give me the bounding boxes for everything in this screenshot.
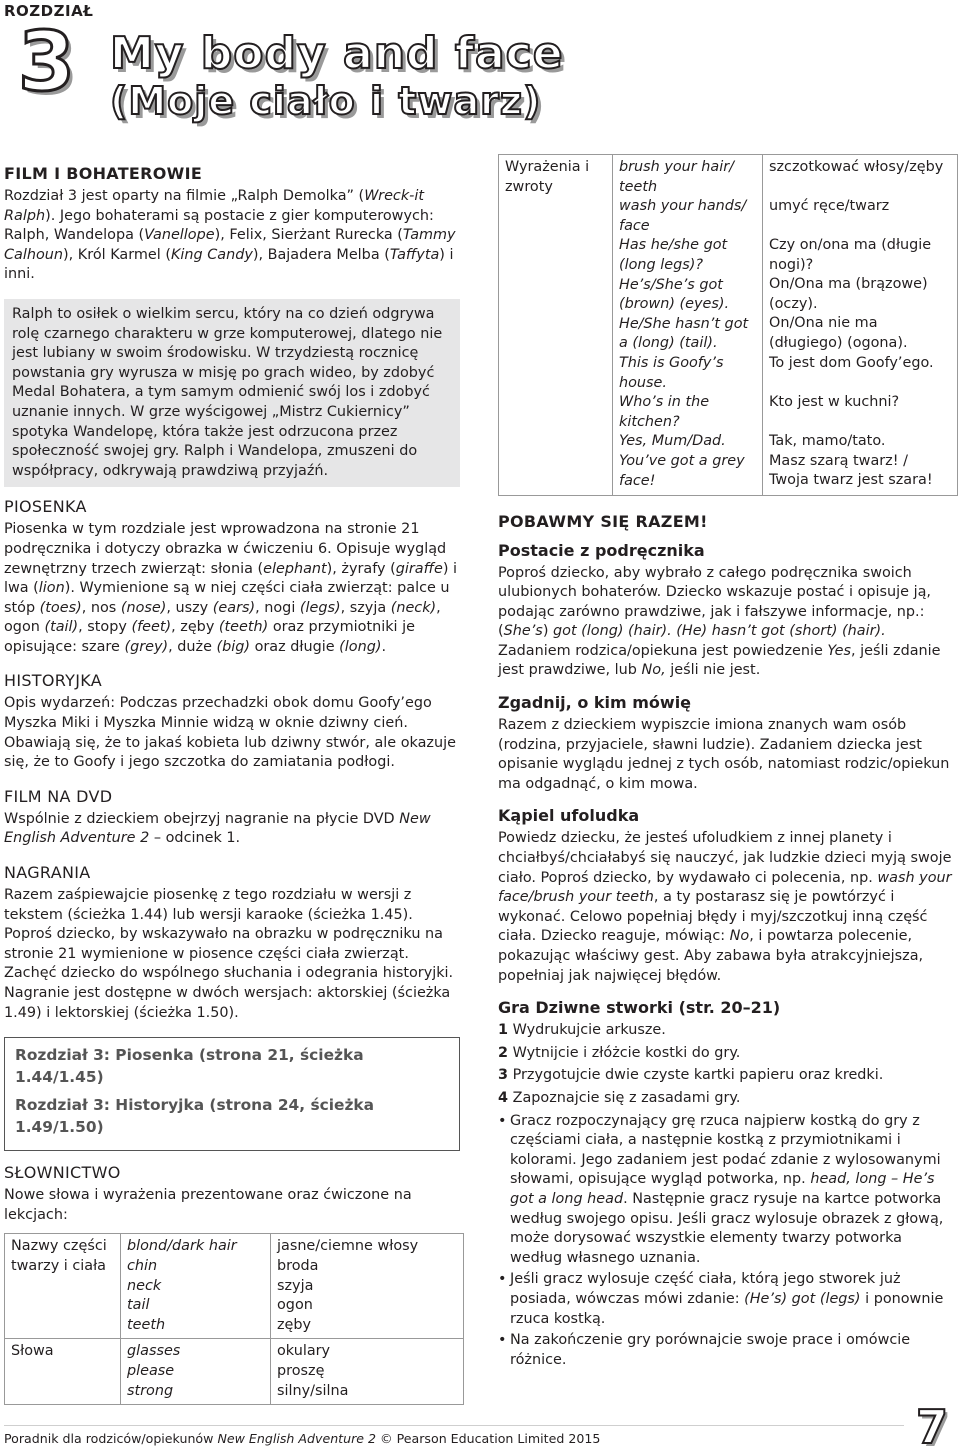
vocab-word: broda	[277, 1257, 319, 1274]
list-item: 1 Wydrukujcie arkusze.	[498, 1022, 666, 1039]
table-row	[5, 1339, 464, 1405]
vocab-word: zęby	[277, 1316, 312, 1333]
expressions-table	[498, 154, 958, 496]
vocab-word: glasses	[127, 1343, 181, 1360]
list-item: 2 Wytnijcie i złóżcie kostki do gry.	[498, 1044, 741, 1061]
expression-en: Has he/she got (long legs)?	[619, 237, 728, 273]
film-heading: FILM I BOHATEROWIE	[4, 164, 203, 183]
slownictwo-intro: Nowe słowa i wyrażenia prezentowane oraz ćwiczone na lekcjach:	[4, 1187, 412, 1223]
list-item: • Jeśli gracz wylosuje część ciała, którą jego stworek już posiada, wówczas mówi zdanie: (He’s) got (legs) i ponownie rzuca kostką.	[498, 1270, 958, 1329]
recording-story-line: Rozdział 3: Historyjka (strona 24, ścieżka 1.49/1.50)	[15, 1096, 375, 1137]
expression-en: You’ve got a grey face!	[619, 453, 745, 489]
expressions-pl	[763, 155, 958, 496]
game-steps-list	[498, 1021, 958, 1108]
page-number: 7	[915, 1400, 948, 1450]
vocab-word: okulary	[277, 1343, 331, 1360]
expression-en: Who’s in the kitchen?	[619, 394, 710, 430]
expressions-en	[613, 155, 763, 496]
chapter-label: ROZDZIAŁ	[4, 2, 94, 20]
vocab-pl-list	[271, 1339, 464, 1405]
chapter-number: 3	[18, 15, 76, 110]
vocab-word: chin	[127, 1257, 158, 1274]
vocab-word: please	[127, 1362, 175, 1379]
piosenka-text: Piosenka w tym rozdziale jest wprowadzona na stronie 21 podręcznika i dotyczy obrazka w ćwiczeniu 6. Opisuje wygląd zewnętrzny trzech zwierząt: słonia (elephant), żyrafy (giraffe) i lwa (lion). Wymienione są w niej części ciała zwierząt: palce u stóp (toes), nos (nose), uszy (ears), nogi (legs), szyja (neck), ogon (tail), stopy (feet), zęby (teeth) oraz przymiotniki je opisujące: szare (grey), duże (big) oraz długie (long).	[4, 521, 458, 655]
piosenka-heading: PIOSENKA	[4, 497, 87, 517]
list-item: • Gracz rozpoczynający grę rzuca najpierw kostką do gry z częściami ciała, a następnie kostką z przymiotnikami i kolorami. Jego zadaniem jest podać zdanie z wylosowanymi słowami, opisujące wygląd potworka, np. head, long – He’s got a long head. Następnie gracz rysuje na kartce potworka według swojego opisu. Jeśli gracz wylosuje obrazek z głową, może dorysować wszystkie elementy twarzy potworka według własnego uznania.	[498, 1112, 958, 1269]
chapter-title-pl: (Moje ciało i twarz)	[110, 79, 542, 123]
table-row	[499, 155, 958, 496]
vocab-word: szyja	[277, 1277, 314, 1294]
film-intro: Rozdział 3 jest oparty na filmie „Ralph Demolka” (Wreck-it Ralph). Jego bohaterami są postacie z gier komputerowych: Ralph, Wandelopa (Vanellope), Felix, Sierżant Rurecka (Tammy Calhoun), Król Karmel (King Candy), Bajadera Melba (Taffyta) i inni.	[4, 188, 456, 283]
expression-pl: Tak, mamo/tato.	[769, 432, 886, 449]
pobawmy-heading: POBAWMY SIĘ RAZEM!	[498, 511, 708, 531]
vocab-en-list	[121, 1234, 271, 1339]
slownictwo-heading: SŁOWNICTWO	[4, 1163, 121, 1183]
vocab-pl-list	[271, 1234, 464, 1339]
zgadnij-text: Razem z dzieckiem wypiszcie imiona znanych wam osób (rodzina, przyjaciele, sławni ludzie). Zadaniem dziecka jest opisanie wyglądu jednej z tych osób, natomiast rodzic/opiekun ma odgadnąć, o kim mowa.	[498, 717, 950, 792]
right-column	[498, 154, 958, 1372]
vocab-word: silny/silna	[277, 1382, 349, 1399]
left-column	[4, 154, 460, 1405]
expression-pl: Kto jest w kuchni?	[769, 393, 900, 410]
game-rules-list	[498, 1112, 958, 1371]
vocab-en-list	[121, 1339, 271, 1405]
vocab-word: blond/dark hair	[127, 1238, 237, 1255]
recordings-box	[4, 1037, 460, 1151]
list-item: • Na zakończenie gry porównajcie swoje prace i omówcie różnice.	[498, 1331, 958, 1370]
table-row	[5, 1234, 464, 1339]
vocab-word: ogon	[277, 1297, 313, 1314]
historyjka-heading: HISTORYJKA	[4, 671, 103, 691]
expression-pl: Masz szarą twarz! / Twoja twarz jest szara!	[769, 452, 933, 489]
expression-en: brush your hair/ teeth	[619, 159, 734, 195]
nagrania-text: Razem zaśpiewajcie piosenkę z tego rozdziału w wersji z tekstem (ścieżka 1.44) lub wersji karaoke (ścieżka 1.45). Poproś dziecko, by wskazywało na obrazku w podręczniku na stronie 21 wymienione w piosence części ciała zwierząt. Zachęć dziecko do wspólnego słuchania i odegrania historyjki. Nagranie jest dostępne w dwóch wersjach: aktorskiej (ścieżka 1.49) i lektorskiej (ścieżka 1.50).	[4, 887, 454, 1021]
footer-divider	[4, 1425, 904, 1426]
list-item: 4 Zapoznajcie się z zasadami gry.	[498, 1089, 741, 1106]
expression-pl: On/Ona nie ma (długiego) (ogona).	[769, 315, 908, 351]
expression-en: This is Goofy’s house.	[619, 354, 724, 391]
expression-en: wash your hands/ face	[619, 198, 747, 234]
expression-pl: szczotkować włosy/zęby	[769, 159, 944, 175]
vocab-word: jasne/ciemne włosy	[277, 1238, 419, 1255]
expressions-label: Wyrażenia i zwroty	[499, 155, 613, 496]
dvd-heading: FILM NA DVD	[4, 786, 113, 806]
nagrania-heading: NAGRANIA	[4, 863, 91, 883]
postacie-text: Poproś dziecko, aby wybrało z całego podręcznika swoich ulubionych bohaterów. Dziecko wskazuje postać i opisuje ją, podając zarówno prawdziwe, jak i fałszywe informacje, np.: (She’s) got (long) (hair). (He) hasn’t got (short) (hair). Zadaniem rodzica/opiekuna jest powiedzenie Yes, jeśli zdanie jest prawdziwe, lub No, jeśli nie jest.	[498, 564, 941, 679]
vocab-category: Nazwy części twarzy i ciała	[5, 1234, 121, 1339]
vocab-word: tail	[127, 1297, 150, 1314]
vocabulary-table	[4, 1233, 464, 1405]
expression-pl: Czy on/ona ma (długie nogi)?	[769, 237, 932, 273]
expression-pl: umyć ręce/twarz	[769, 198, 890, 214]
recording-song-line: Rozdział 3: Piosenka (strona 21, ścieżka 1.44/1.45)	[15, 1046, 364, 1087]
vocab-word: strong	[127, 1382, 174, 1399]
expression-en: He/She hasn’t got a (long) (tail).	[619, 315, 749, 352]
story-summary-box: Ralph to osiłek o wielkim sercu, który na co dzień odgrywa rolę czarnego charakteru w grze komputerowej, dlatego nie jest lubiany w swoim środowisku. W trzydziestą rocznicę powstania gry wyrusza w misję po grach wideo, by zdobyć Medal Bohatera, a tym samym odmienić swój los i zdobyć uznanie innych. W grze wyścigowej „Mistrz Cukiernicy” spotyka Wandelopę, która także jest odrzucona przez społeczność swojej gry. Ralph i Wandelopa, zmuszeni do współpracy, odkrywają prawdziwą przyjaźń.	[4, 299, 460, 487]
dvd-text: Wspólnie z dzieckiem obejrzyj nagranie na płycie DVD New English Adventure 2 – odcinek 1.	[4, 810, 431, 847]
expression-pl: To jest dom Goofy’ego.	[769, 354, 934, 371]
kapiel-title: Kąpiel ufoludka	[498, 806, 640, 826]
list-item: 3 Przygotujcie dwie czyste kartki papieru oraz kredki.	[498, 1067, 884, 1084]
vocab-word: neck	[127, 1277, 162, 1294]
historyjka-text: Opis wydarzeń: Podczas przechadzki obok domu Goofy’ego Myszka Miki i Myszka Minnie widzą w oknie dziwny cień. Obawiają się, że to jakaś kobieta lub dziwny stwór, ale okazuje się, że to Goofy i jego szczotka do zamiatania podłogi.	[4, 695, 456, 771]
expression-en: He’s/She’s got (brown) (eyes).	[619, 276, 730, 313]
gra-title: Gra Dziwne stworki (str. 20–21)	[498, 998, 781, 1018]
vocab-category: Słowa	[5, 1339, 121, 1405]
kapiel-text: Powiedz dziecku, że jesteś ufoludkiem z innej planety i chciałbyś/chciałabyś się nauczyć, jak ludzkie dzieci myją swoje ciało. Poproś dziecko, by wydawało ci polecenia, np. wash your face/brush your teeth, a ty postarasz się je powtórzyć i wykonać. Celowo popełniaj błędy i myj/szczotkuj inną część ciała. Dziecko reaguje, mówiąc: No, i powtarza polecenie, pokazując właściwy gest. Aby zabawa była atrakcyjniejsza, popełniaj jak najwięcej błędów.	[498, 830, 952, 984]
chapter-title-en: My body and face	[110, 28, 564, 79]
zgadnij-title: Zgadnij, o kim mówię	[498, 693, 692, 713]
expression-pl: On/Ona ma (brązowe) (oczy).	[769, 276, 928, 312]
vocab-word: teeth	[127, 1316, 166, 1333]
expression-en: Yes, Mum/Dad.	[619, 433, 726, 450]
postacie-title: Postacie z podręcznika	[498, 540, 705, 560]
footer-text: Poradnik dla rodziców/opiekunów New English Adventure 2 © Pearson Education Limited 2015	[4, 1431, 601, 1446]
vocab-word: proszę	[277, 1362, 325, 1379]
